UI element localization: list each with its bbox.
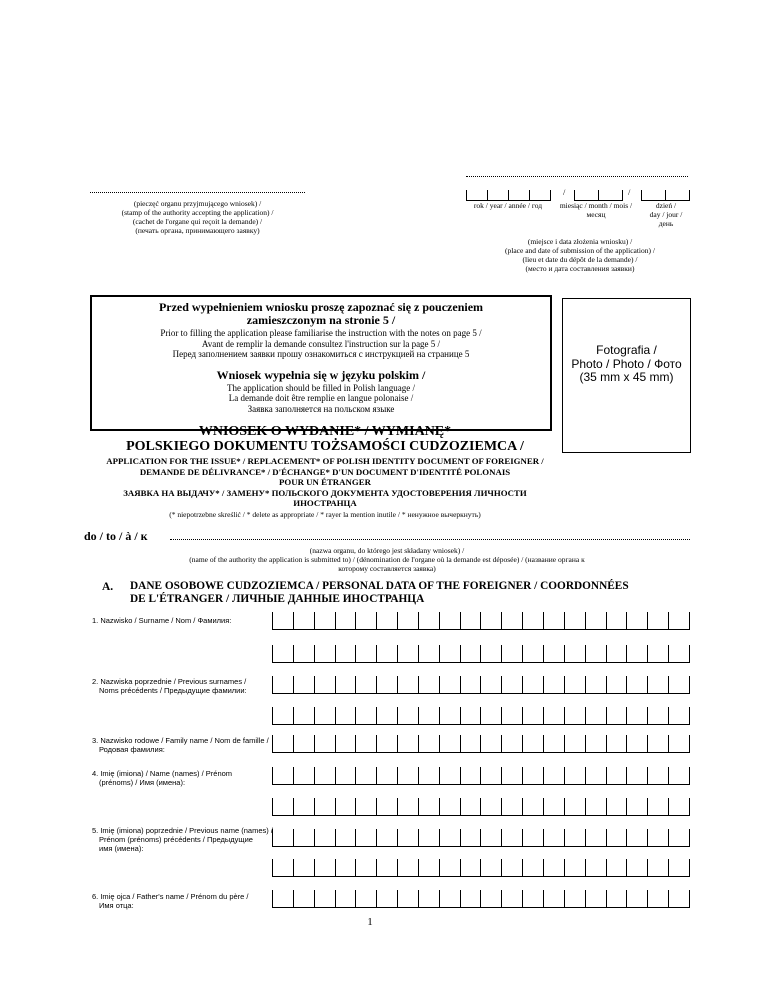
page-number: 1 [367, 916, 373, 928]
fathers-name-boxes[interactable] [272, 890, 690, 908]
previous-surnames-label: 2. Nazwiska poprzednie / Previous surnames / Noms précédents / Предыдущие фамилии: [92, 677, 247, 695]
month-boxes[interactable] [574, 190, 623, 201]
date-dots-line [466, 176, 688, 177]
date-separator-1: / [563, 187, 566, 197]
family-name-label: 3. Nazwisko rodowe / Family name / Nom de famille / Родовая фамилия: [92, 736, 269, 754]
notice-heading-1: Przed wypełnieniem wniosku proszę zapoznać się z pouczeniem zamieszczonym na stronie 5 / [158, 300, 484, 327]
stamp-caption: (pieczęć organu przyjmującego wniosek) / (stamp of the authority accepting the application) / (cachet de l'organe qui reçoit la demande) / (печать органа, принимающего заявку) [121, 199, 274, 235]
photo-box[interactable] [562, 298, 691, 453]
form-subtitle: APPLICATION FOR THE ISSUE* / REPLACEMENT* OF POLISH IDENTITY DOCUMENT OF FOREIGNER / DEMANDE DE DÉLIVRANCE* / D'ÉCHANGE* D'UN DOCUMENT D'IDENTITÉ POLONAIS POUR UN ÉTRANGER ЗАЯВКА НА ВЫДАЧУ* / ЗАМЕНУ* ПОЛЬСКОГО ДОКУМЕНТА УДОСТОВЕРЕНИЯ ЛИЧНОСТИ ИНОСТРАНЦА [106, 456, 544, 508]
previous-given-names-boxes-row-2[interactable] [272, 859, 690, 877]
photo-label-1: Fotografia / [596, 343, 657, 357]
date-separator-2: / [628, 187, 631, 197]
given-names-boxes-row-1[interactable] [272, 767, 690, 785]
previous-surnames-boxes-row-2[interactable] [272, 707, 690, 725]
notice-subtext-2: The application should be filled in Polish language / La demande doit être remplie en langue polonaise / Заявка заполняется на польском языке [227, 382, 415, 414]
family-name-boxes[interactable] [272, 735, 690, 753]
year-label: rok / year / année / год [473, 201, 543, 210]
month-label: miesiąc / month / mois / месяц [559, 201, 633, 219]
fathers-name-label: 6. Imię ojca / Father's name / Prénom du père / Имя отца: [92, 892, 249, 910]
given-names-boxes-row-2[interactable] [272, 798, 690, 816]
section-title: DANE OSOBOWE CUDZOZIEMCA / PERSONAL DATA OF THE FOREIGNER / COORDONNÉES DE L'ÉTRANGER / ЛИЧНЫЕ ДАННЫЕ ИНОСТРАНЦА [130, 580, 629, 605]
previous-surnames-boxes-row-1[interactable] [272, 676, 690, 694]
year-boxes[interactable] [466, 190, 551, 201]
photo-size: (35 mm x 45 mm) [579, 370, 674, 384]
instruction-notice-box [90, 295, 552, 431]
day-boxes[interactable] [641, 190, 690, 201]
previous-given-names-boxes-row-1[interactable] [272, 829, 690, 847]
stamp-line [90, 192, 305, 193]
previous-given-names-label: 5. Imię (imiona) poprzednie / Previous name (names) / Prénom (prénoms) précédents / Предыдущие имя (имена): [92, 826, 273, 853]
section-letter: A. [102, 581, 114, 593]
addressee-caption: (nazwa organu, do którego jest składany wniosek) / (name of the authority the application is submitted to) / (dénomination de l'organe où la demande est déposée) / (название органа к которому составляется заявка) [189, 546, 585, 573]
addressee-label: do / to / à / к [84, 529, 148, 543]
strike-footnote: (* niepotrzebne skreślić / * delete as appropriate / * rayer la mention inutile / * ненужное вычеркнуть) [169, 510, 481, 519]
notice-heading-2: Wniosek wypełnia się w języku polskim / [216, 367, 426, 382]
surname-label: 1. Nazwisko / Surname / Nom / Фамилия: [92, 616, 232, 625]
place-date-caption: (miejsce i data złożenia wniosku) / (place and date of submission of the application) / (lieu et date du dépôt de la demande) / (место и дата составления заявки) [505, 237, 655, 273]
notice-subtext-1: Prior to filling the application please familiarise the instruction with the notes on page 5 / Avant de remplir la demande consultez l'instruction sur la page 5 / Перед заполнением заявки прошу ознакомиться с инструкцией на странице 5 [160, 328, 482, 359]
surname-boxes-row-2[interactable] [272, 645, 690, 663]
form-title: WNIOSEK O WYDANIE* / WYMIANĘ* POLSKIEGO DOKUMENTU TOŻSAMOŚCI CUDZOZIEMCA / [126, 424, 524, 454]
photo-label-2: Photo / Photo / Фото [571, 356, 682, 371]
surname-boxes-row-1[interactable] [272, 612, 690, 630]
addressee-line[interactable] [170, 539, 690, 540]
given-names-label: 4. Imię (imiona) / Name (names) / Prénom (prénoms) / Имя (имена): [92, 769, 233, 787]
day-label: dzień / day / jour / день [649, 201, 683, 228]
